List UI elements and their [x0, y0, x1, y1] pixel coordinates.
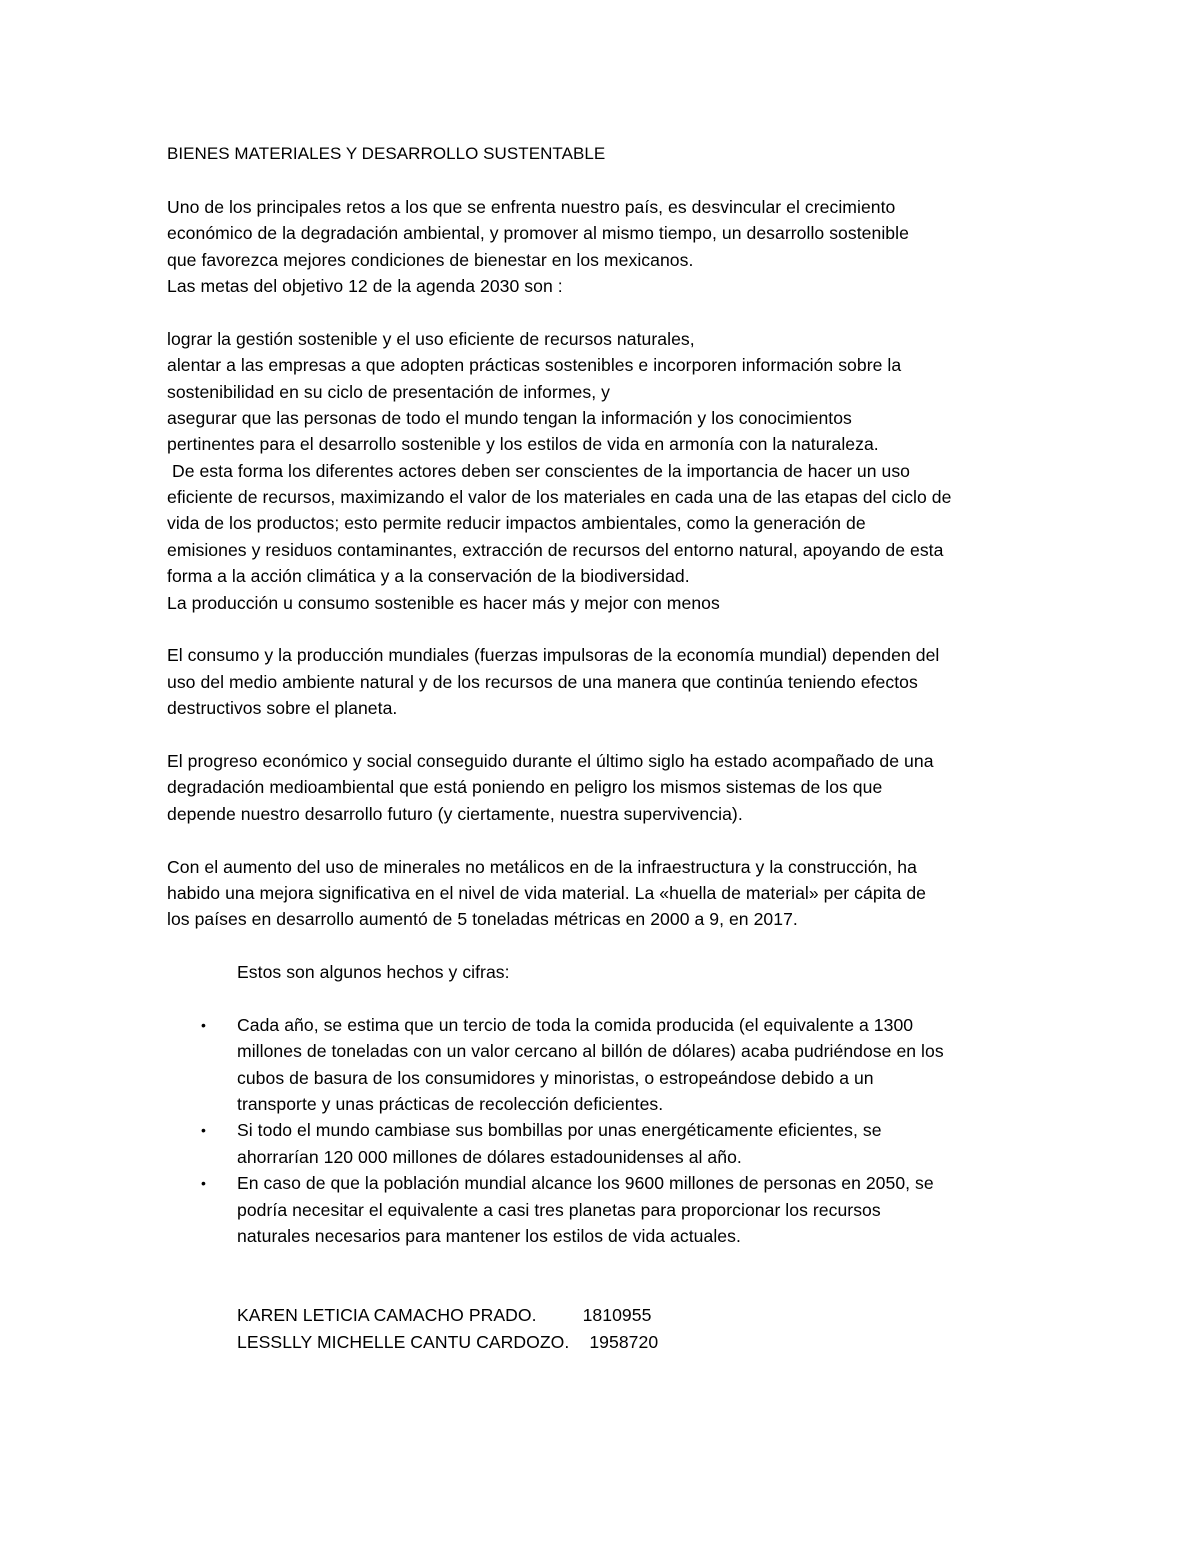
minerales-paragraph	[167, 854, 1047, 933]
text-line: transporte y unas prácticas de recolección deficientes.	[237, 1094, 664, 1115]
signature-row	[237, 1302, 1047, 1328]
blank-line	[167, 616, 1047, 642]
text-line: los países en desarrollo aumentó de 5 toneladas métricas en 2000 a 9, en 2017.	[167, 909, 798, 930]
signature-block	[167, 1302, 1047, 1355]
text-line: Si todo el mundo cambiase sus bombillas por unas energéticamente eficientes, se	[237, 1120, 882, 1141]
text-line: asegurar que las personas de todo el mundo tengan la información y los conocimientos	[167, 407, 852, 428]
goals-paragraph	[167, 326, 1047, 616]
text-line: económico de la degradación ambiental, y promover al mismo tiempo, un desarrollo sostenible	[167, 223, 909, 244]
consumo-paragraph	[167, 642, 1047, 721]
blank-line	[167, 827, 1047, 853]
text-line: pertinentes para el desarrollo sostenible y los estilos de vida en armonía con la naturaleza.	[167, 434, 879, 455]
intro-paragraph	[167, 194, 1047, 300]
text-line: alentar a las empresas a que adopten prácticas sostenibles e incorporen información sobre la	[167, 355, 902, 376]
student-name: LESSLLY MICHELLE CANTU CARDOZO.	[237, 1331, 570, 1352]
text-line: ahorrarían 120 000 millones de dólares estadounidenses al año.	[237, 1146, 742, 1167]
text-line: El progreso económico y social conseguido durante el último siglo ha estado acompañado de una	[167, 750, 934, 771]
text-line: sostenibilidad en su ciclo de presentación de informes, y	[167, 381, 610, 402]
document-title: BIENES MATERIALES Y DESARROLLO SUSTENTABLE	[167, 144, 606, 163]
student-name: KAREN LETICIA CAMACHO PRADO.	[237, 1305, 537, 1326]
progreso-paragraph	[167, 748, 1047, 827]
text-line: millones de toneladas con un valor cercano al billón de dólares) acaba pudriéndose en los	[237, 1041, 944, 1062]
blank-line	[167, 933, 1047, 959]
blank-line	[167, 1276, 1047, 1302]
text-line: lograr la gestión sostenible y el uso eficiente de recursos naturales,	[167, 328, 695, 349]
text-line: vida de los productos; esto permite reducir impactos ambientales, como la generación de	[167, 513, 866, 534]
bullet-icon: •	[201, 1016, 206, 1033]
list-item	[167, 1170, 1047, 1249]
blank-line	[167, 1249, 1047, 1275]
text-line: De esta forma los diferentes actores deben ser conscientes de la importancia de hacer un uso	[167, 460, 911, 481]
student-id: 1958720	[589, 1331, 659, 1352]
facts-intro: Estos son algunos hechos y cifras:	[237, 962, 510, 983]
list-item	[167, 1012, 1047, 1118]
blank-line	[167, 167, 1047, 193]
bullet-icon: •	[201, 1122, 206, 1139]
text-line: Las metas del objetivo 12 de la agenda 2030 son :	[167, 275, 563, 296]
signature-row	[237, 1329, 1047, 1355]
text-line: uso del medio ambiente natural y de los recursos de una manera que continúa teniendo efectos	[167, 671, 918, 692]
bullet-icon: •	[201, 1175, 206, 1192]
text-line: cubos de basura de los consumidores y minoristas, o estropeándose debido a un	[237, 1067, 874, 1088]
student-id: 1810955	[582, 1305, 652, 1326]
blank-line	[167, 722, 1047, 748]
text-line: La producción u consumo sostenible es hacer más y mejor con menos	[167, 592, 720, 613]
blank-line	[167, 986, 1047, 1012]
text-line: degradación medioambiental que está poniendo en peligro los mismos sistemas de los que	[167, 777, 883, 798]
text-line: En caso de que la población mundial alcance los 9600 millones de personas en 2050, se	[237, 1173, 934, 1194]
text-line: eficiente de recursos, maximizando el valor de los materiales en cada una de las etapas del ciclo de	[167, 487, 952, 508]
text-line: forma a la acción climática y a la conservación de la biodiversidad.	[167, 566, 690, 587]
text-line: Cada año, se estima que un tercio de toda la comida producida (el equivalente a 1300	[237, 1014, 914, 1035]
blank-line	[167, 299, 1047, 325]
document-body	[167, 141, 1047, 1355]
list-item	[167, 1117, 1047, 1170]
text-line: destructivos sobre el planeta.	[167, 698, 398, 719]
text-line: que favorezca mejores condiciones de bienestar en los mexicanos.	[167, 249, 694, 270]
text-line: Con el aumento del uso de minerales no metálicos en de la infraestructura y la construcción, ha	[167, 856, 917, 877]
text-line: depende nuestro desarrollo futuro (y ciertamente, nuestra supervivencia).	[167, 803, 743, 824]
facts-list	[167, 1012, 1047, 1250]
text-line: Uno de los principales retos a los que se enfrenta nuestro país, es desvincular el crecimiento	[167, 196, 896, 217]
text-line: naturales necesarios para mantener los estilos de vida actuales.	[237, 1226, 741, 1247]
text-line: podría necesitar el equivalente a casi tres planetas para proporcionar los recursos	[237, 1199, 881, 1220]
text-line: El consumo y la producción mundiales (fuerzas impulsoras de la economía mundial) dependen del	[167, 645, 940, 666]
text-line: habido una mejora significativa en el nivel de vida material. La «huella de material» per cápita de	[167, 882, 927, 903]
text-line: emisiones y residuos contaminantes, extracción de recursos del entorno natural, apoyando de esta	[167, 539, 944, 560]
